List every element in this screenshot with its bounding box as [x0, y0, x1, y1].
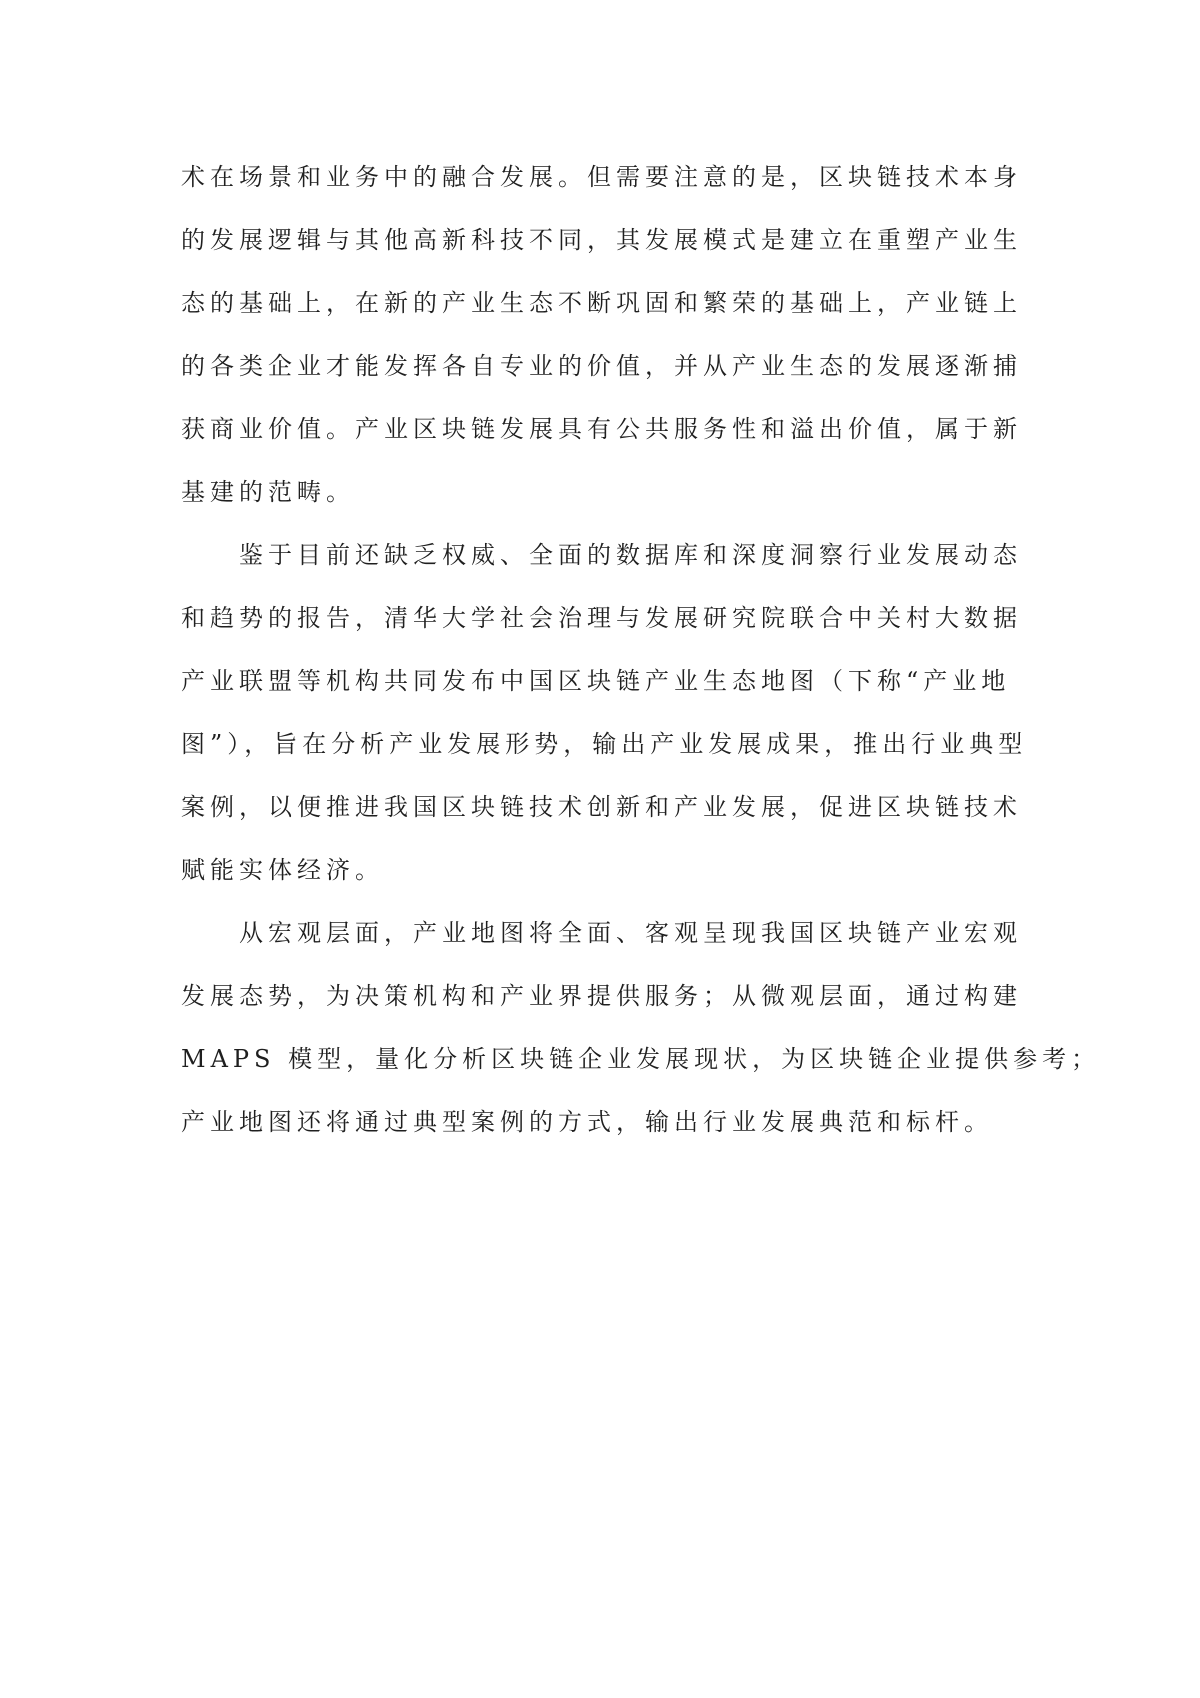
text-line: 的发展逻辑与其他高新科技不同，其发展模式是建立在重塑产业生 — [181, 226, 1022, 254]
paragraph-3 — [181, 910, 1101, 1162]
document-body — [181, 154, 1101, 1162]
text-line: MAPS 模型，量化分析区块链企业发展现状，为区块链企业提供参考； — [181, 1045, 1101, 1073]
text-line: 产业地图还将通过典型案例的方式，输出行业发展典范和标杆。 — [181, 1108, 993, 1136]
text-line: 发展态势，为决策机构和产业界提供服务；从微观层面，通过构建 — [181, 982, 1022, 1010]
text-line: 术在场景和业务中的融合发展。但需要注意的是，区块链技术本身 — [181, 163, 1022, 191]
text-line: 的各类企业才能发挥各自专业的价值，并从产业生态的发展逐渐捕 — [181, 352, 1022, 380]
text-line: 案例，以便推进我国区块链技术创新和产业发展，促进区块链技术 — [181, 793, 1022, 821]
text-line: 态的基础上，在新的产业生态不断巩固和繁荣的基础上，产业链上 — [181, 289, 1022, 317]
text-line: 获商业价值。产业区块链发展具有公共服务性和溢出价值，属于新 — [181, 415, 1022, 443]
text-line: 从宏观层面，产业地图将全面、客观呈现我国区块链产业宏观 — [239, 919, 1022, 947]
text-line: 产业联盟等机构共同发布中国区块链产业生态地图（下称“产业地 — [181, 667, 1011, 695]
text-line: 和趋势的报告，清华大学社会治理与发展研究院联合中关村大数据 — [181, 604, 1022, 632]
text-line: 鉴于目前还缺乏权威、全面的数据库和深度洞察行业发展动态 — [239, 541, 1022, 569]
paragraph-1 — [181, 154, 1027, 532]
text-line: 图”），旨在分析产业发展形势，输出产业发展成果，推出行业典型 — [181, 730, 1028, 758]
text-line: 基建的范畴。 — [181, 478, 355, 506]
paragraph-2 — [181, 532, 1027, 910]
text-line: 赋能实体经济。 — [181, 856, 384, 884]
